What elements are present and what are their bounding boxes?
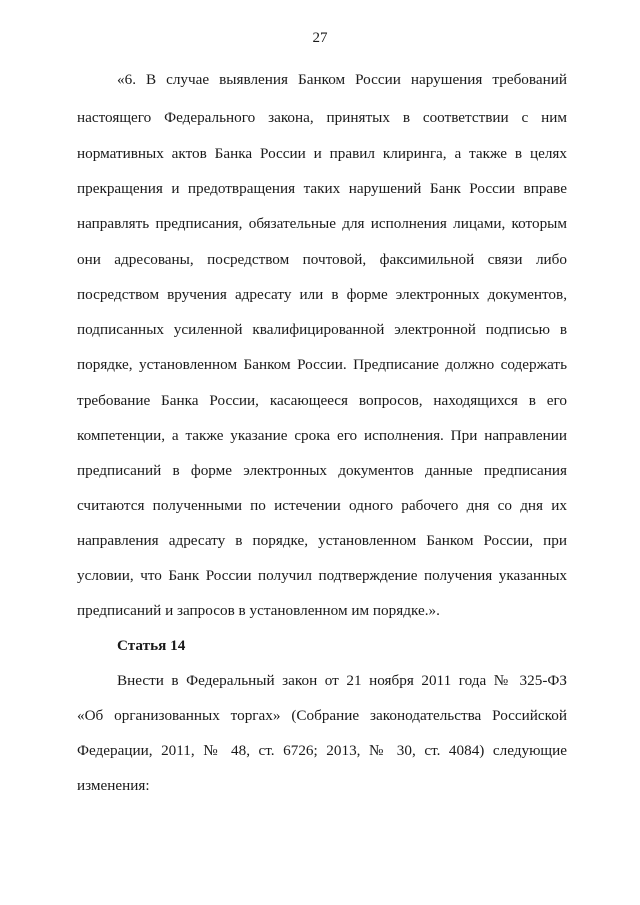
page-number: 27 (312, 30, 328, 46)
text-line: настоящего Федерального закона, принятых в соответствии с ним (77, 109, 567, 126)
text-line: считаются полученными по истечении одного рабочего дня со дня их (77, 497, 567, 514)
text-line: требование Банка России, касающееся вопросов, находящихся в его (77, 392, 567, 409)
text-line: условии, что Банк России получил подтверждение получения указанных (77, 567, 567, 584)
text-line: порядке, установленном Банком России. Предписание должно содержать (77, 356, 567, 373)
text-line: предписаний в форме электронных документов данные предписания (77, 462, 567, 479)
text-line: «6. В случае выявления Банком России нарушения требований (117, 71, 567, 88)
text-line: «Об организованных торгах» (Собрание законодательства Российской (77, 707, 567, 724)
text-line: посредством вручения адресату или в форме электронных документов, (77, 286, 567, 303)
text-line: Федерации, 2011, № 48, ст. 6726; 2013, № 30, ст. 4084) следующие (77, 742, 567, 759)
article-heading: Статья 14 (117, 637, 186, 654)
text-line: они адресованы, посредством почтовой, факсимильной связи либо (77, 251, 567, 268)
text-line: компетенции, а также указание срока его исполнения. При направлении (77, 427, 567, 444)
text-line: направлять предписания, обязательные для исполнения лицами, которым (77, 215, 567, 232)
text-line: изменения: (77, 777, 150, 794)
text-line: предписаний и запросов в установленном им порядке.». (77, 602, 440, 619)
text-line: Внести в Федеральный закон от 21 ноября 2011 года № 325-ФЗ (117, 672, 567, 689)
text-line: подписанных усиленной квалифицированной электронной подписью в (77, 321, 567, 338)
text-line: нормативных актов Банка России и правил клиринга, а также в целях (77, 145, 567, 162)
text-line: прекращения и предотвращения таких нарушений Банк России вправе (77, 180, 567, 197)
text-line: направления адресату в порядке, установленном Банком России, при (77, 532, 567, 549)
